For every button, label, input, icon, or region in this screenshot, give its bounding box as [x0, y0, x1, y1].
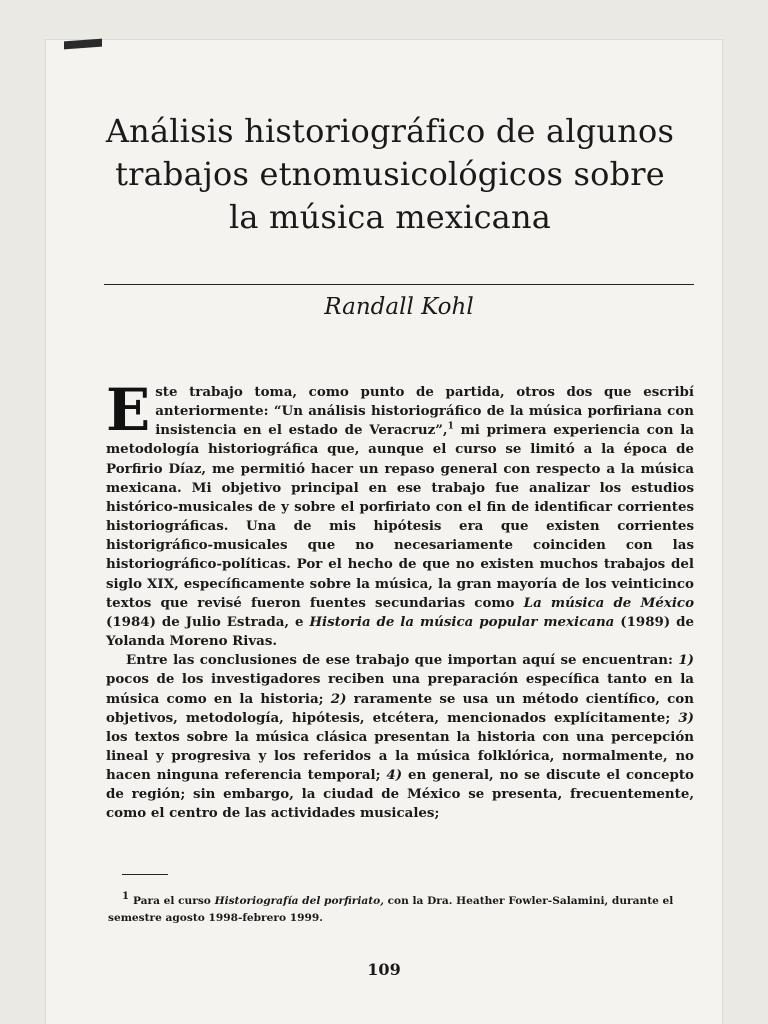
- paragraph-1-text-b: mi primera experiencia con la metodología historiográfica que, aunque el curso se limitó a la época de Porfirio Díaz, me permitió hacer un repaso general con respecto a la música mexicana. Mi objetivo principal en ese trabajo fue analizar los estudios histórico-musicales de y sobre el porfiriato con el fin de identificar corrientes historiográficas. Una de mis hipótesis era que existen corrientes historigráfico-musicales que no necesariamente coinciden con las historiográfico-políticas. Por el hecho de que no existen muchos trabajos del siglo XIX, específicamente sobre la música, la gran mayoría de los veinticinco textos que revisé fueron fuentes secundarias como: [106, 422, 694, 611]
- list-marker-3: 3): [678, 709, 694, 726]
- list-marker-1: 1): [678, 652, 694, 669]
- paragraph-2-text-c: raramente se usa un método científico, con objetivos, metodología, hipótesis, etcétera, mencionados explícitamente;: [106, 690, 694, 726]
- paragraph-2: [106, 651, 694, 823]
- paragraph-2-text-a: Entre las conclusiones de ese trabajo que importan aquí se encuentran:: [126, 652, 679, 669]
- footnote-course-title: Historiografía del porfiriato,: [214, 895, 384, 907]
- article-body: [106, 376, 694, 824]
- drop-cap: E: [106, 376, 151, 444]
- cited-title-2: Historia de la música popular mexicana: [309, 613, 615, 630]
- paragraph-2-text-b: pocos de los investigadores reciben una preparación específica tanto en la música como en la historia;: [106, 671, 694, 707]
- footnote-reference[interactable]: 1: [447, 421, 454, 432]
- title-rule: [104, 284, 694, 285]
- paragraph-2-text-d: los textos sobre la música clásica presentan la historia con una percepción lineal y progresiva y los referidos a la música folklórica, normalmente, no hacen ninguna referencia temporal;: [106, 728, 694, 784]
- cited-title-1: La música de México: [523, 594, 694, 611]
- footnote-number: 1: [122, 891, 129, 903]
- footnote-text-b: con la Dra. Heather Fowler-Salamini, durante el semestre agosto 1998-febrero 1999.: [108, 895, 674, 924]
- list-marker-2: 2): [330, 690, 347, 707]
- paragraph-1-text-d: (1989) de Yolanda Moreno Rivas.: [106, 613, 694, 650]
- article-title: Análisis historiográfico de algunos trabajos etnomusicológicos sobre la música mexicana: [105, 112, 675, 236]
- paragraph-2-text-e: en general, no se discute el concepto de región; sin embargo, la ciudad de México se presenta, frecuentemente, como el centro de las actividades musicales;: [106, 767, 694, 822]
- footnote: [108, 893, 694, 927]
- author-name: Randall Kohl: [324, 294, 474, 320]
- footnote-rule: [122, 874, 168, 875]
- footnote-text-a: Para el curso: [132, 895, 215, 907]
- page-number: 109: [367, 960, 401, 979]
- list-marker-4: 4): [386, 767, 403, 784]
- paragraph-1: [106, 376, 694, 651]
- paragraph-1-text-a: ste trabajo toma, como punto de partida, otros dos que escribí anteriormente: “Un análisis historiográfico de la música porfiriana con insistencia en el estado de Veracruz”,: [155, 384, 694, 439]
- paragraph-1-text-c: (1984) de Julio Estrada, e: [106, 613, 310, 630]
